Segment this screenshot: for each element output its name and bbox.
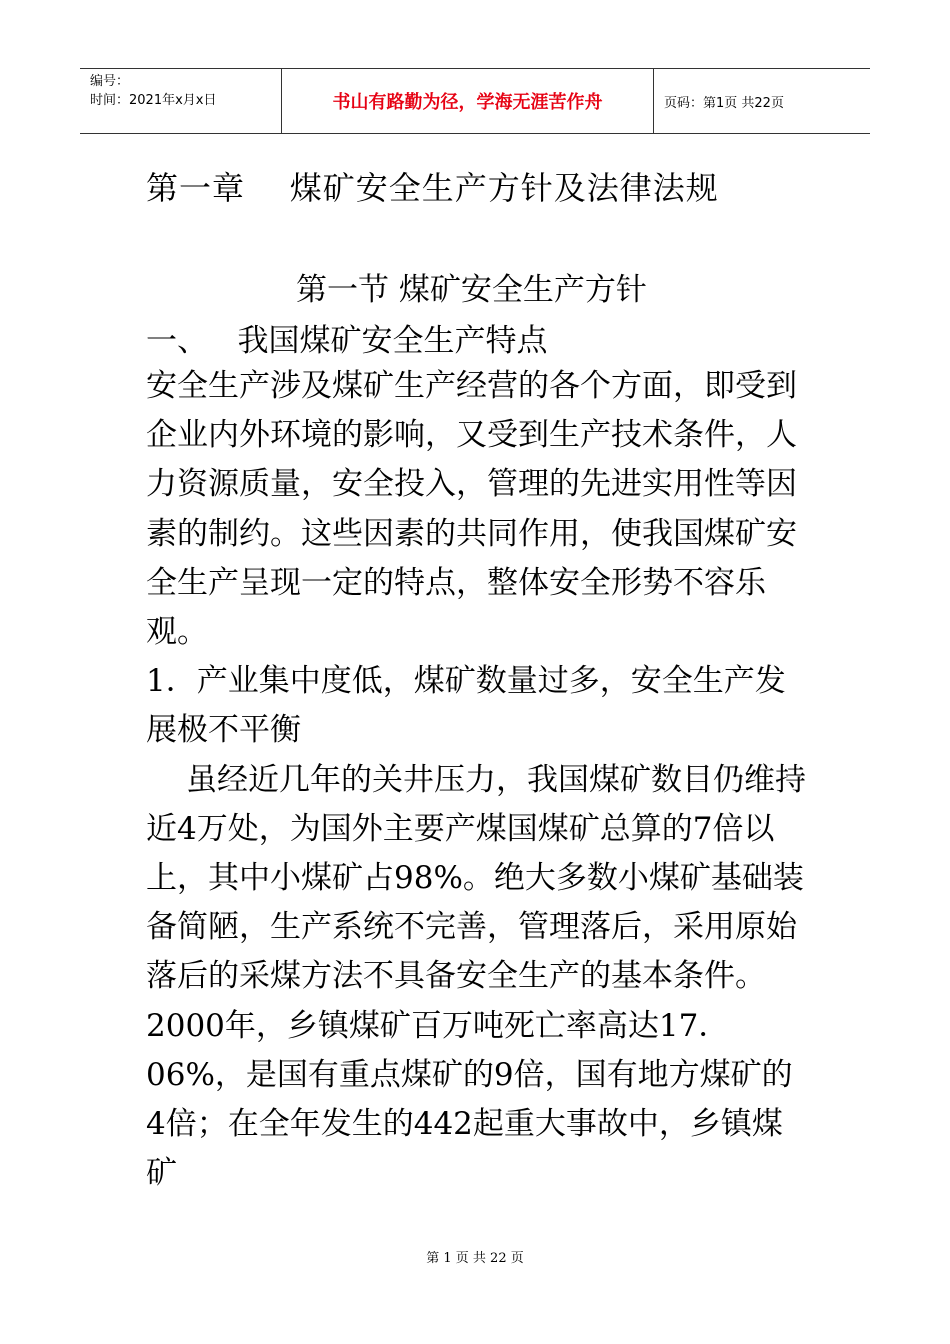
document-time-label: 时间：2021年x月x日: [90, 93, 217, 108]
header-meta: [80, 69, 282, 133]
header-page-info: 页码：第1页 共22页: [664, 95, 784, 111]
section-title: 第一节 煤矿安全生产方针: [296, 272, 647, 308]
header-motto: 书山有路勤为径，学海无涯苦作舟: [282, 69, 654, 133]
paragraph: 虽经近几年的关井压力，我国煤矿数目仍维持近4万处，为国外主要产煤国煤矿总算的7倍以上，其中小煤矿占98%。绝大多数小煤矿基础装备简陋，生产系统不完善，管理落后，采用原始落后的采煤方法不具备安全生产的基本条件。2000年，乡镇煤矿百万吨死亡率高达17．06%，是国有重点煤矿的9倍，国有地方煤矿的4倍；在全年发生的442起重大事故中，乡镇煤矿: [146, 761, 806, 1192]
page-footer: 第 1 页 共 22 页: [426, 1251, 524, 1266]
paragraph: 安全生产涉及煤矿生产经营的各个方面，即受到企业内外环境的影响，又受到生产技术条件，人力资源质量，安全投入，管理的先进实用性等因素的制约。这些因素的共同作用，使我国煤矿安全生产呈现一定的特点，整体安全形势不容乐观。: [146, 368, 797, 651]
chapter-title: 第一章 煤矿安全生产方针及法律法规: [146, 169, 719, 207]
page-header: [80, 68, 870, 134]
subheading: 一、 我国煤矿安全生产特点: [146, 323, 548, 359]
document-number-label: 编号：: [90, 74, 130, 89]
body-text: [146, 362, 811, 1198]
paragraph: 1．产业集中度低，煤矿数量过多，安全生产发展极不平衡: [146, 663, 786, 749]
